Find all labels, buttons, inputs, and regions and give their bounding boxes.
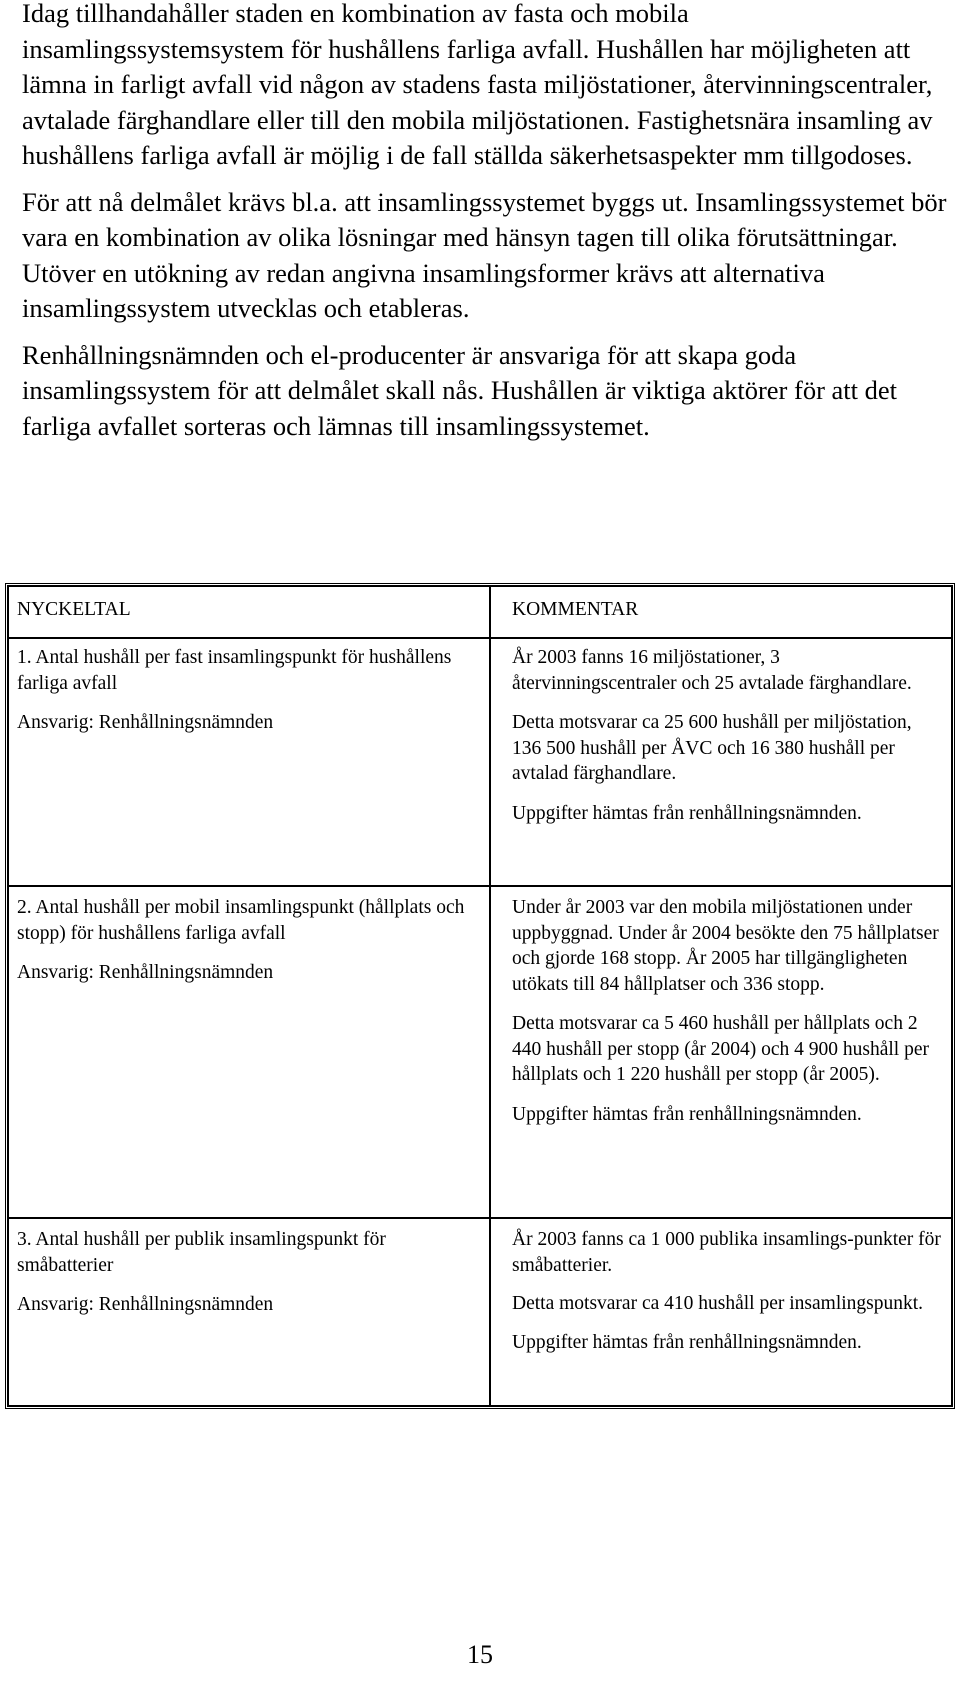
comment-text: Detta motsvarar ca 410 hushåll per insamlingspunkt. bbox=[512, 1293, 924, 1314]
body-paragraph-3: Renhållningsnämnden och el-producenter är ansvariga för att skapa goda insamlingssystem för att delmålet skall nås. Hushållen är viktiga aktörer för att det farliga avfallet sorteras och lämnas till insamlingssystemet. bbox=[22, 339, 898, 441]
document-page bbox=[22, 0, 952, 444]
kpi-cell bbox=[8, 886, 490, 1218]
comment-text: Detta motsvarar ca 25 600 hushåll per miljöstation, 136 500 hushåll per ÅVC och 16 380 hushåll per avtalad färghandlare. bbox=[512, 712, 912, 784]
kpi-responsible: Ansvarig: Renhållningsnämnden bbox=[17, 712, 274, 733]
page-number: 15 bbox=[467, 1640, 493, 1669]
comment-source: Uppgifter hämtas från renhållningsnämnden. bbox=[512, 802, 862, 824]
kpi-table bbox=[5, 583, 955, 1409]
header-nyckeltal: NYCKELTAL bbox=[8, 586, 490, 638]
header-kommentar: KOMMENTAR bbox=[490, 586, 952, 638]
comment-text: Under år 2003 var den mobila miljöstationen under uppbyggnad. Under år 2004 besökte den 75 hållplatser och gjorde 168 stopp. År 2005 har tillgängligheten utökats till 84 hållplatser och 336 stopp. bbox=[512, 897, 939, 995]
comment-cell bbox=[490, 638, 952, 886]
table-header-row bbox=[8, 586, 952, 638]
kpi-title: 3. Antal hushåll per publik insamlingspunkt för småbatterier bbox=[17, 1229, 386, 1276]
table-row bbox=[8, 638, 952, 886]
table-row bbox=[8, 886, 952, 1218]
comment-source: Uppgifter hämtas från renhållningsnämnden. bbox=[512, 1331, 862, 1353]
comment-cell bbox=[490, 886, 952, 1218]
kpi-responsible: Ansvarig: Renhållningsnämnden bbox=[17, 962, 274, 983]
kpi-title: 1. Antal hushåll per fast insamlingspunkt för hushållens farliga avfall bbox=[17, 647, 452, 694]
body-paragraph-1: Idag tillhandahåller staden en kombination av fasta och mobila insamlingssystemsystem för hushållens farliga avfall. Hushållen har möjligheten att lämna in farligt avfall vid någon av stadens fasta miljöstationer, återvinningscentraler, avtalade färghandlare eller till den mobila miljöstationen. Fastighetsnära insamling av hushållens farliga avfall är möjlig i de fall ställda säkerhetsaspekter mm tillgodoses. bbox=[22, 0, 933, 170]
table-row bbox=[8, 1218, 952, 1406]
comment-text: Detta motsvarar ca 5 460 hushåll per hållplats och 2 440 hushåll per stopp (år 2004) och 4 900 hushåll per hållplats och 1 220 hushåll per stopp (år 2005). bbox=[512, 1013, 930, 1085]
body-paragraph-2: För att nå delmålet krävs bl.a. att insamlingssystemet byggs ut. Insamlingssystemet bör vara en kombination av olika lösningar med hänsyn tagen till olika förutsättningar. Utöver en utökning av redan angivna insamlingsformer krävs att alternativa insamlingssystem utvecklas och etableras. bbox=[22, 186, 947, 323]
kpi-cell bbox=[8, 638, 490, 886]
comment-text: År 2003 fanns 16 miljöstationer, 3 återvinningscentraler och 25 avtalade färghandlare. bbox=[512, 647, 912, 694]
kpi-cell bbox=[8, 1218, 490, 1406]
kpi-responsible: Ansvarig: Renhållningsnämnden bbox=[17, 1294, 274, 1315]
comment-source: Uppgifter hämtas från renhållningsnämnden. bbox=[512, 1103, 862, 1125]
kpi-title: 2. Antal hushåll per mobil insamlingspunkt (hållplats och stopp) för hushållens farliga avfall bbox=[17, 897, 465, 944]
comment-text: År 2003 fanns ca 1 000 publika insamlings-punkter för småbatterier. bbox=[512, 1229, 941, 1276]
comment-cell bbox=[490, 1218, 952, 1406]
